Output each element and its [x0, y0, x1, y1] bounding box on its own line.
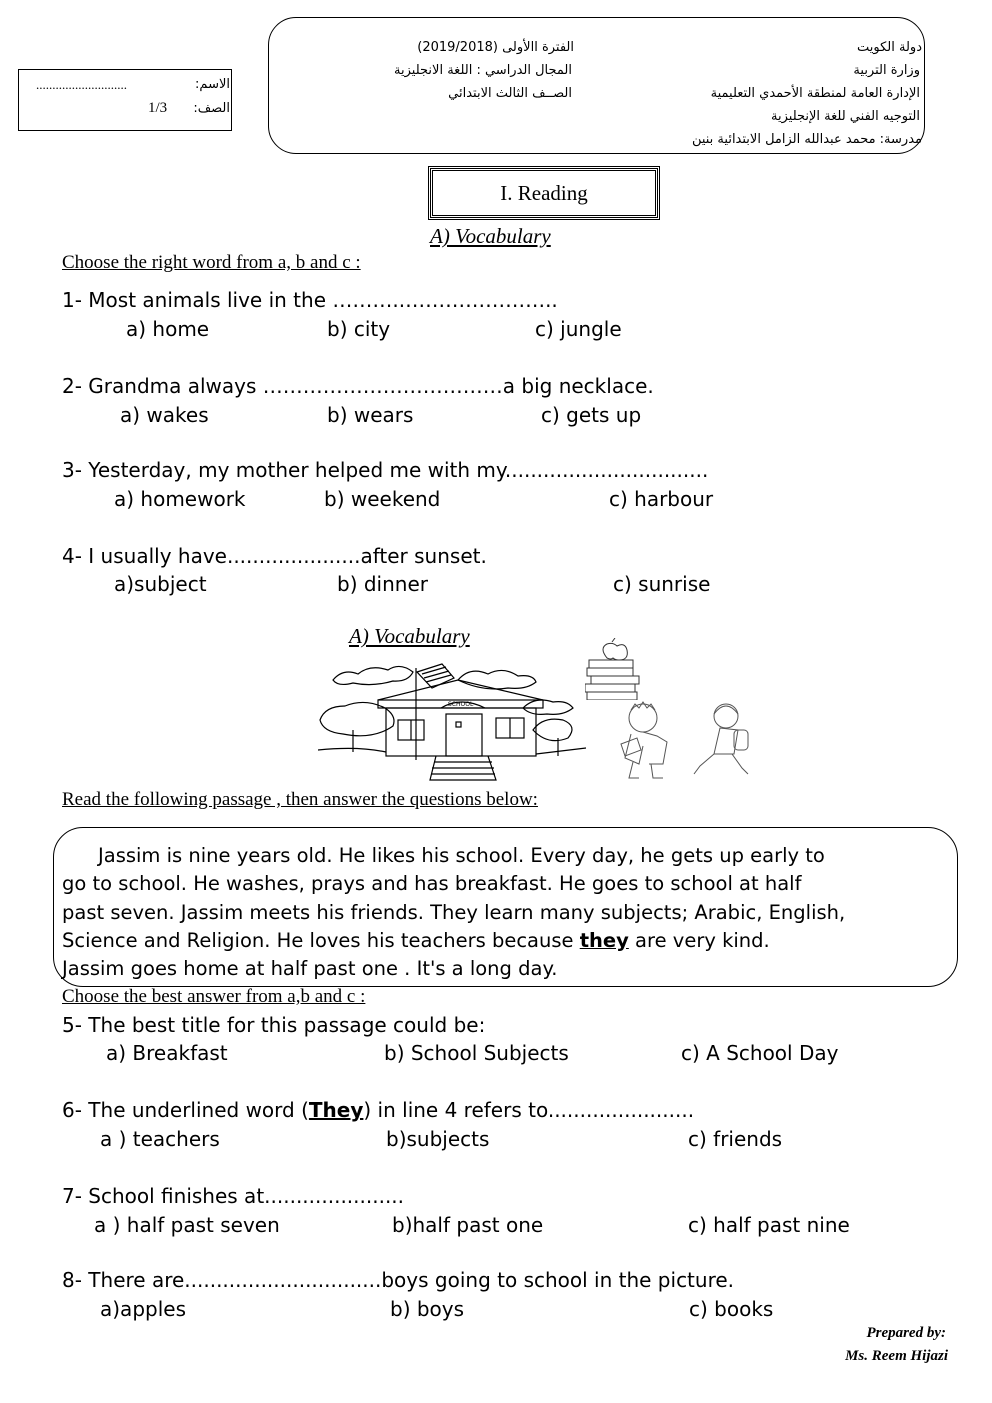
- q2-option-a[interactable]: a) wakes: [120, 403, 209, 427]
- instruction-passage: Read the following passage , then answer the questions below:: [62, 789, 538, 810]
- passage-line-1: Jassim is nine years old. He likes his school. Every day, he gets up early to: [98, 844, 825, 867]
- question-8: 8- There are...............................boys going to school in the picture.: [62, 1268, 735, 1292]
- header-ministry: وزارة التربية: [853, 63, 920, 78]
- q5-option-c[interactable]: c) A School Day: [681, 1041, 839, 1065]
- q4-option-b[interactable]: b) dinner: [337, 572, 428, 596]
- student-class-label: الصف:: [193, 101, 230, 116]
- passage-line-2: go to school. He washes, prays and has breakfast. He goes to school at half: [62, 872, 802, 895]
- credit-prepared-by: Prepared by:: [866, 1325, 946, 1341]
- question-2: 2- Grandma always ………………………………a big necklace.: [62, 374, 654, 398]
- question-3: 3- Yesterday, my mother helped me with my................................: [62, 458, 709, 482]
- q2-option-b[interactable]: b) wears: [327, 403, 414, 427]
- student-name-label: الاسم:: [195, 77, 230, 92]
- header-country: دولة الكويت: [857, 40, 922, 55]
- instruction-comprehension: Choose the best answer from a,b and c :: [62, 986, 366, 1007]
- q2-option-c[interactable]: c) gets up: [541, 403, 642, 427]
- q8-option-b[interactable]: b) boys: [390, 1297, 465, 1321]
- q3-option-a[interactable]: a) homework: [114, 487, 246, 511]
- q1-option-c[interactable]: c) jungle: [535, 317, 622, 341]
- passage-line-4: Science and Religion. He loves his teachers because they are very kind.: [62, 929, 770, 952]
- q6-option-b[interactable]: b)subjects: [386, 1127, 490, 1151]
- question-4: 4- I usually have.....................after sunset.: [62, 544, 487, 568]
- q4-option-c[interactable]: c) sunrise: [613, 572, 711, 596]
- boy-with-bag-illustration: [615, 700, 680, 782]
- books-apple-illustration: [585, 638, 640, 700]
- boy-running-illustration: [690, 700, 760, 782]
- passage-emphasis-they: they: [579, 929, 629, 952]
- q7-option-b[interactable]: b)half past one: [392, 1213, 544, 1237]
- q3-option-c[interactable]: c) harbour: [609, 487, 714, 511]
- student-class-value: 1/3: [148, 100, 168, 116]
- header-grade: الصــف الثالث الابتدائي: [448, 86, 572, 101]
- q6-option-c[interactable]: c) friends: [688, 1127, 783, 1151]
- q8-option-c[interactable]: c) books: [689, 1297, 774, 1321]
- credit-author: Ms. Reem Hijazi: [845, 1348, 948, 1364]
- q1-option-b[interactable]: b) city: [327, 317, 391, 341]
- student-name-field[interactable]: ............................: [36, 77, 127, 92]
- vocabulary-heading-2: A) Vocabulary: [349, 624, 470, 648]
- q4-option-a[interactable]: a)subject: [114, 572, 207, 596]
- header-directorate: الإدارة العامة لمنطقة الأحمدي التعليمية: [710, 86, 920, 101]
- header-school: مدرسة: محمد عبدالله الزامل الابتدائية بنين: [691, 132, 922, 147]
- q7-option-a[interactable]: a ) half past seven: [94, 1213, 280, 1237]
- header-term: الفترة االأولى (2019/2018): [417, 40, 574, 55]
- question-6: 6- The underlined word (They) in line 4 refers to.......................: [62, 1098, 695, 1122]
- header-subject: المجال الدراسي : اللغة الانجليزية: [394, 63, 572, 78]
- passage-line-3: past seven. Jassim meets his friends. They learn many subjects; Arabic, English,: [62, 901, 846, 924]
- q8-option-a[interactable]: a)apples: [100, 1297, 186, 1321]
- section-title: I. Reading: [500, 181, 588, 205]
- passage-line-5: Jassim goes home at half past one . It's a long day.: [62, 957, 558, 980]
- question-6-emphasis: They: [308, 1098, 364, 1122]
- instruction-vocabulary: Choose the right word from a, b and c :: [62, 252, 361, 273]
- q5-option-b[interactable]: b) School Subjects: [384, 1041, 569, 1065]
- q3-option-b[interactable]: b) weekend: [324, 487, 441, 511]
- q7-option-c[interactable]: c) half past nine: [688, 1213, 850, 1237]
- q5-option-a[interactable]: a) Breakfast: [106, 1041, 228, 1065]
- q6-option-a[interactable]: a ) teachers: [100, 1127, 220, 1151]
- vocabulary-heading: A) Vocabulary: [430, 224, 551, 248]
- question-7: 7- School finishes at......................: [62, 1184, 405, 1208]
- svg-text:SCHOOL: SCHOOL: [448, 701, 474, 708]
- header-supervision: التوجيه الفني للغة الإنجليزية: [771, 109, 920, 124]
- school-illustration: [318, 650, 588, 785]
- section-title-box: [430, 168, 658, 218]
- question-1: 1- Most animals live in the ………..…………………..: [62, 288, 558, 312]
- q1-option-a[interactable]: a) home: [126, 317, 210, 341]
- question-5: 5- The best title for this passage could be:: [62, 1013, 486, 1037]
